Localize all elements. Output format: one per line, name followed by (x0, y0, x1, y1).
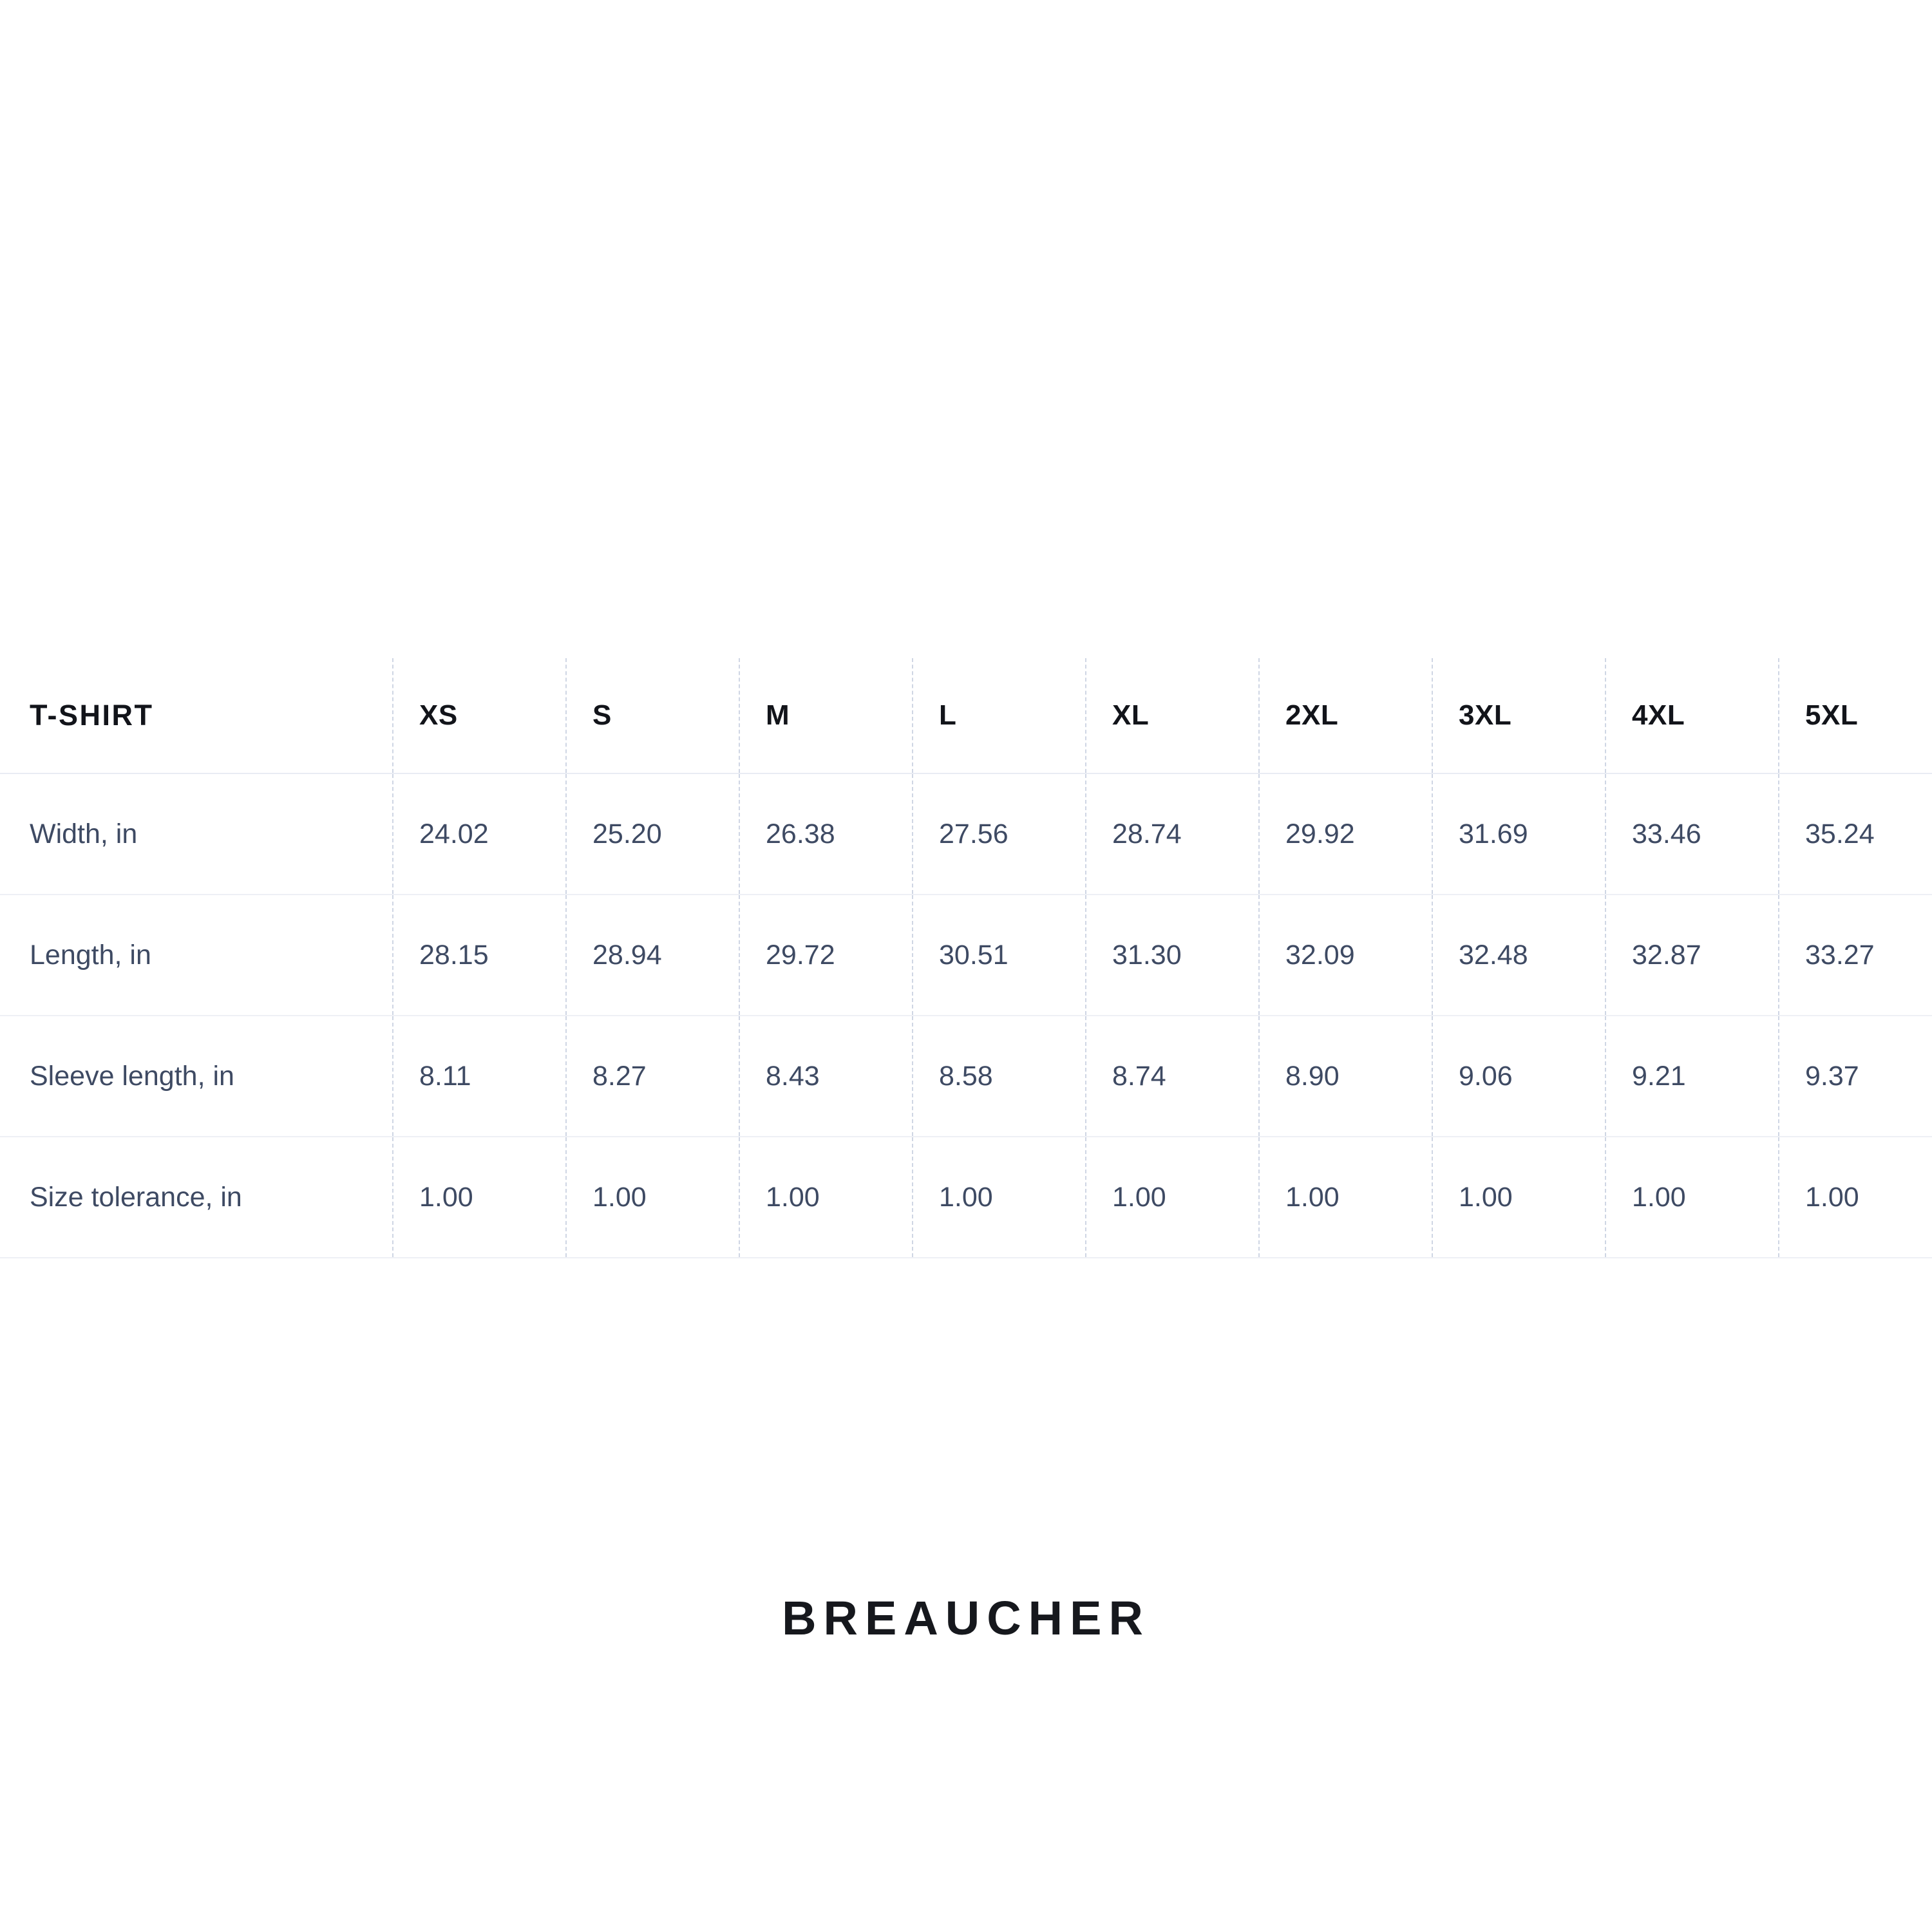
size-chart-table (0, 658, 1932, 1258)
cell-length-5xl: 33.27 (1779, 895, 1932, 1016)
cell-length-2xl: 32.09 (1259, 895, 1432, 1016)
size-header-2xl: 2XL (1259, 658, 1432, 773)
cell-sleeve-xs: 8.11 (393, 1016, 566, 1137)
size-header-4xl: 4XL (1605, 658, 1779, 773)
table-row (0, 895, 1932, 1016)
cell-sleeve-2xl: 8.90 (1259, 1016, 1432, 1137)
cell-length-m: 29.72 (739, 895, 913, 1016)
cell-sleeve-s: 8.27 (566, 1016, 739, 1137)
row-label-size-tolerance: Size tolerance, in (0, 1137, 393, 1258)
cell-length-xl: 31.30 (1086, 895, 1259, 1016)
cell-width-2xl: 29.92 (1259, 773, 1432, 895)
cell-sleeve-3xl: 9.06 (1432, 1016, 1605, 1137)
cell-length-l: 30.51 (913, 895, 1086, 1016)
cell-tolerance-m: 1.00 (739, 1137, 913, 1258)
cell-tolerance-4xl: 1.00 (1605, 1137, 1779, 1258)
cell-tolerance-s: 1.00 (566, 1137, 739, 1258)
cell-tolerance-xs: 1.00 (393, 1137, 566, 1258)
cell-sleeve-xl: 8.74 (1086, 1016, 1259, 1137)
cell-width-m: 26.38 (739, 773, 913, 895)
cell-tolerance-2xl: 1.00 (1259, 1137, 1432, 1258)
size-header-3xl: 3XL (1432, 658, 1605, 773)
cell-width-4xl: 33.46 (1605, 773, 1779, 895)
cell-tolerance-3xl: 1.00 (1432, 1137, 1605, 1258)
size-chart-container (0, 658, 1932, 1258)
cell-sleeve-m: 8.43 (739, 1016, 913, 1137)
size-header-5xl: 5XL (1779, 658, 1932, 773)
cell-length-3xl: 32.48 (1432, 895, 1605, 1016)
size-header-xs: XS (393, 658, 566, 773)
cell-width-5xl: 35.24 (1779, 773, 1932, 895)
cell-width-xl: 28.74 (1086, 773, 1259, 895)
cell-width-3xl: 31.69 (1432, 773, 1605, 895)
cell-length-4xl: 32.87 (1605, 895, 1779, 1016)
row-label-sleeve-length: Sleeve length, in (0, 1016, 393, 1137)
table-row (0, 773, 1932, 895)
brand-name: BREAUCHER (782, 1591, 1150, 1645)
cell-sleeve-4xl: 9.21 (1605, 1016, 1779, 1137)
cell-tolerance-l: 1.00 (913, 1137, 1086, 1258)
cell-tolerance-xl: 1.00 (1086, 1137, 1259, 1258)
table-row (0, 1137, 1932, 1258)
cell-tolerance-5xl: 1.00 (1779, 1137, 1932, 1258)
cell-width-xs: 24.02 (393, 773, 566, 895)
size-header-m: M (739, 658, 913, 773)
size-header-xl: XL (1086, 658, 1259, 773)
cell-length-xs: 28.15 (393, 895, 566, 1016)
table-title: T-SHIRT (0, 658, 393, 773)
size-header-s: S (566, 658, 739, 773)
cell-width-s: 25.20 (566, 773, 739, 895)
size-header-l: L (913, 658, 1086, 773)
cell-sleeve-5xl: 9.37 (1779, 1016, 1932, 1137)
cell-sleeve-l: 8.58 (913, 1016, 1086, 1137)
row-label-width: Width, in (0, 773, 393, 895)
table-header-row (0, 658, 1932, 773)
table-row (0, 1016, 1932, 1137)
cell-length-s: 28.94 (566, 895, 739, 1016)
row-label-length: Length, in (0, 895, 393, 1016)
cell-width-l: 27.56 (913, 773, 1086, 895)
